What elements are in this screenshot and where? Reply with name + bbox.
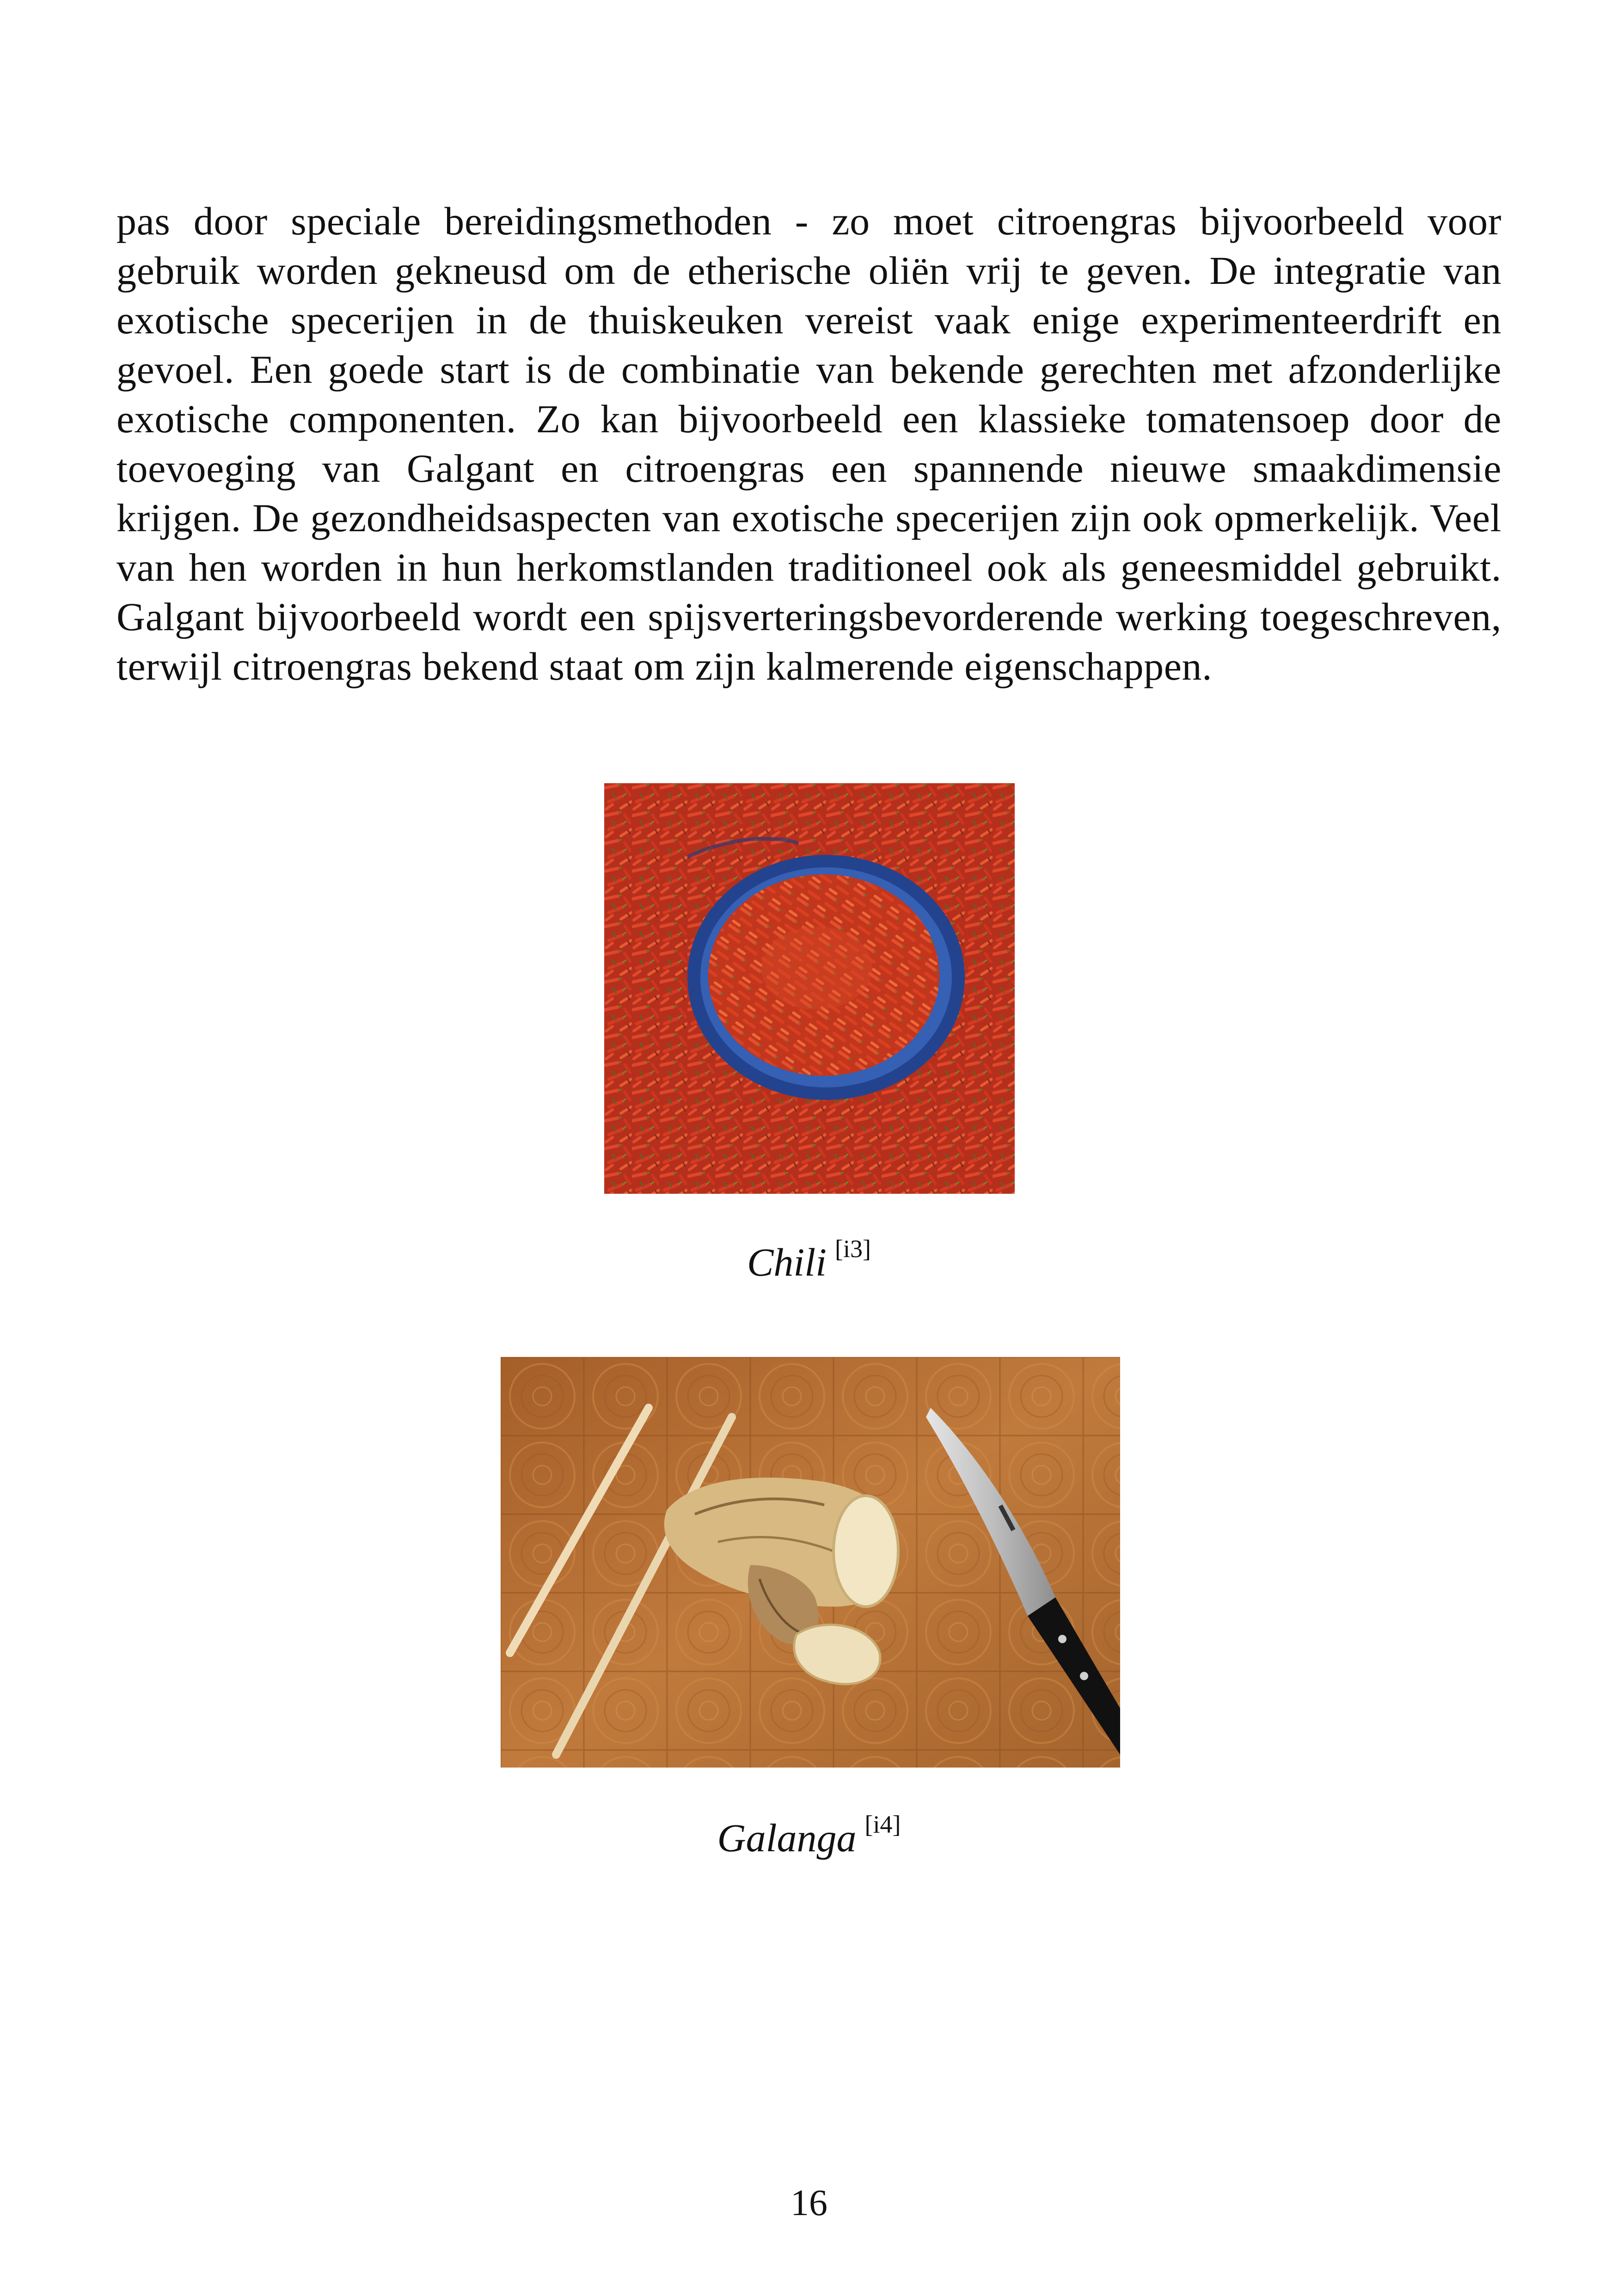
page-number: 16 <box>791 2183 827 2223</box>
chili-caption <box>0 1235 1618 1285</box>
galanga-photo <box>501 1357 1120 1768</box>
galanga-caption <box>0 1811 1618 1861</box>
chili-caption-ref: [i3] <box>835 1235 871 1263</box>
galanga-caption-ref: [i4] <box>864 1811 901 1838</box>
chili-photo <box>604 783 1015 1194</box>
body-paragraph: pas door speciale bereidingsmethoden - zo moet citroengras bijvoorbeeld voor gebruik worden gekneusd om de etherische oliën vrij te geven. De integratie van exotische specerijen in de thuiskeuken vereist vaak enige experimenteerdrift en gevoel. Een goede start is de combinatie van bekende gerechten met afzonderlijke exotische componenten. Zo kan bijvoorbeeld een klassieke tomatensoep door de toevoeging van Galgant en citroengras een spannende nieuwe smaakdimensie krijgen. De gezondheidsaspecten van exotische specerijen zijn ook opmerkelijk. Veel van hen worden in hun herkomstlanden traditioneel ook als geneesmiddel gebruikt. Galgant bijvoorbeeld wordt een spijsverteringsbevorderende werking toegeschreven, terwijl citroengras bekend staat om zijn kalmerende eigenschappen. <box>116 199 1502 688</box>
galanga-caption-text: Galanga <box>717 1816 857 1860</box>
chili-caption-text: Chili <box>747 1240 827 1284</box>
